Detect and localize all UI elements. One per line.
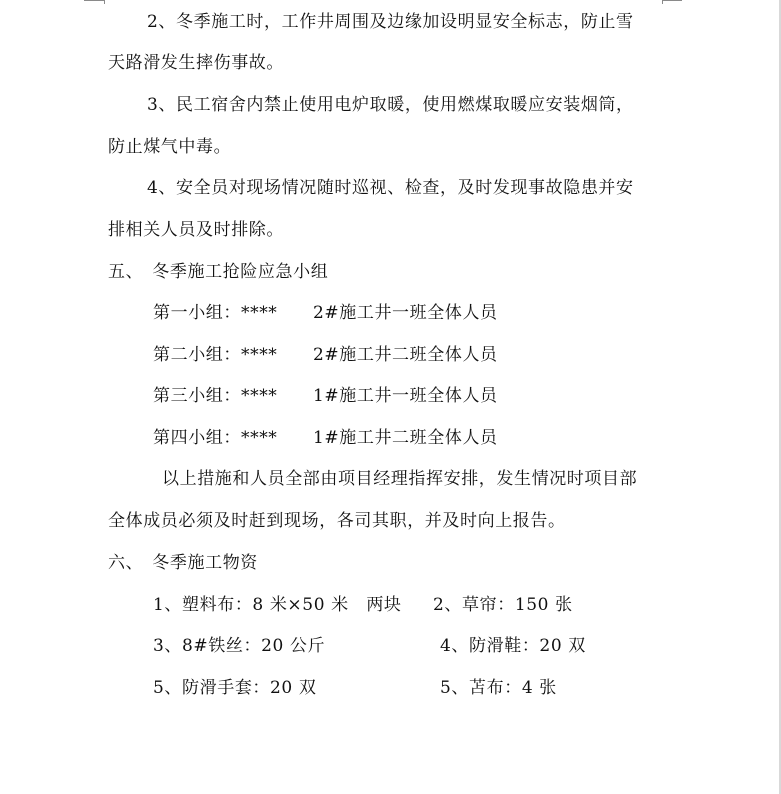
paragraph-item3-line2: 防止煤气中毒。 xyxy=(108,137,232,157)
group-member: 1#施工井二班全体人员 xyxy=(313,428,498,448)
paragraph-item4-line2: 排相关人员及时排除。 xyxy=(108,220,284,240)
material-item: 2、草帘：150 张 xyxy=(433,595,573,615)
section5-note-line2: 全体成员必须及时赶到现场，各司其职，并及时向上报告。 xyxy=(108,511,566,531)
material-item: 1、塑料布：8 米×50 米 两块 xyxy=(153,595,402,615)
group-member: 2#施工井一班全体人员 xyxy=(313,303,498,323)
group-label: 第三小组：**** xyxy=(153,386,278,406)
section6-heading: 六、 冬季施工物资 xyxy=(108,553,258,573)
paragraph-item3-line1: 3、民工宿舍内禁止使用电炉取暖，使用燃煤取暖应安装烟筒， xyxy=(147,95,634,115)
section5-heading: 五、 冬季施工抢险应急小组 xyxy=(108,262,329,282)
paragraph-item2-line1: 2、冬季施工时，工作井周围及边缘加设明显安全标志，防止雪 xyxy=(147,12,634,32)
paragraph-item2-line2: 天路滑发生摔伤事故。 xyxy=(108,53,284,73)
group-label: 第一小组：**** xyxy=(153,303,278,323)
material-item: 5、苫布：4 张 xyxy=(440,678,557,698)
group-label: 第二小组：**** xyxy=(153,345,278,365)
material-item: 5、防滑手套：20 双 xyxy=(153,678,317,698)
paragraph-item4-line1: 4、安全员对现场情况随时巡视、检查，及时发现事故隐患并安 xyxy=(147,178,634,198)
material-item: 3、8#铁丝：20 公斤 xyxy=(153,636,326,656)
group-member: 2#施工井二班全体人员 xyxy=(313,345,498,365)
group-label: 第四小组：**** xyxy=(153,428,278,448)
group-member: 1#施工井一班全体人员 xyxy=(313,386,498,406)
section5-note-line1: 以上措施和人员全部由项目经理指挥安排，发生情况时项目部 xyxy=(162,469,638,489)
material-item: 4、防滑鞋：20 双 xyxy=(440,636,586,656)
